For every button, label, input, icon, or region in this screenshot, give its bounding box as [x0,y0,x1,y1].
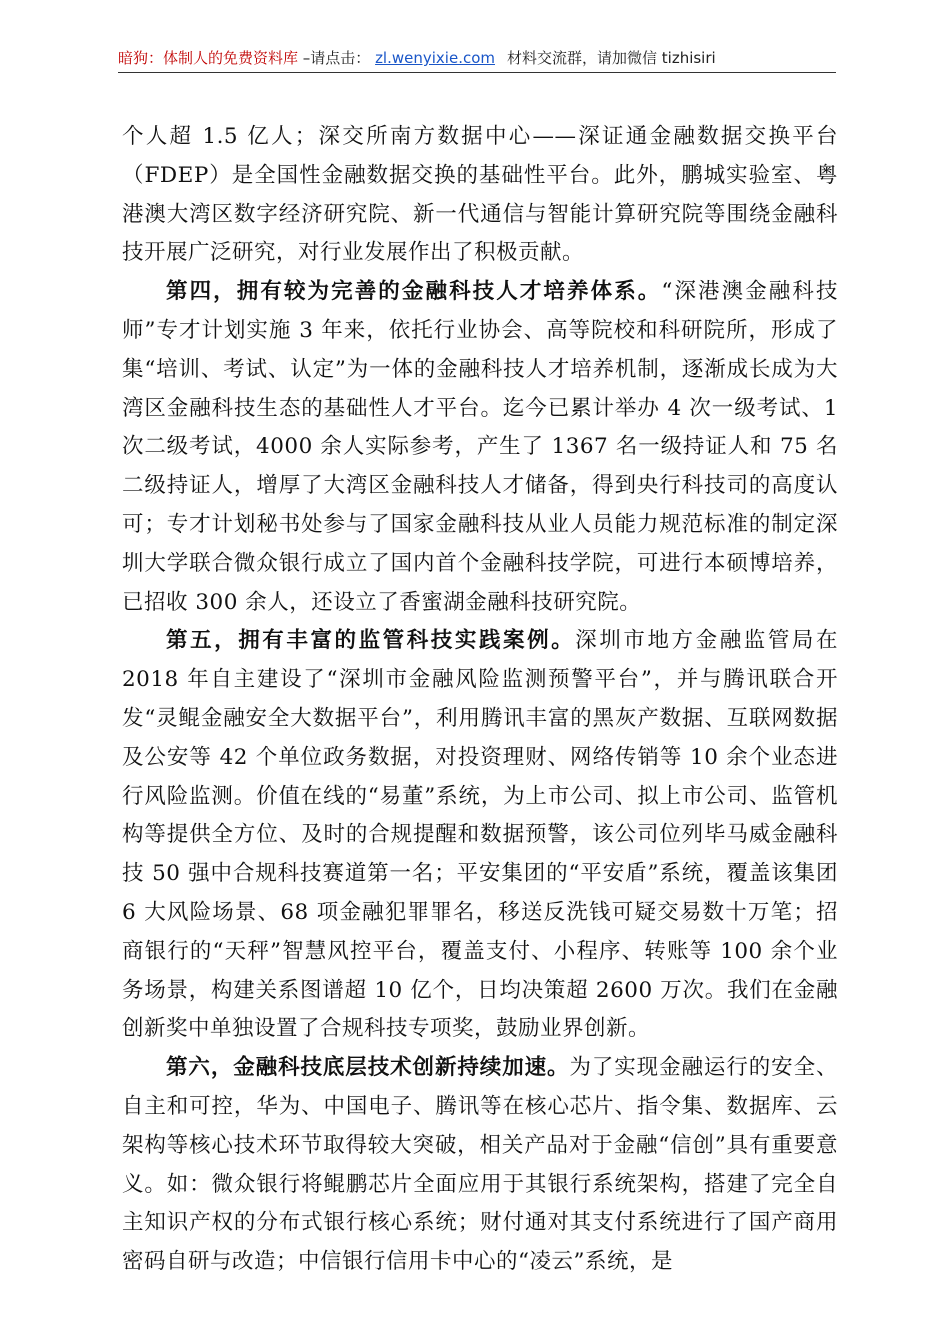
paragraph-text: “深港澳金融科技师”专才计划实施 3 年来，依托行业协会、高等院校和科研院所，形成了集“培训、考试、认定”为一体的金融科技人才培养机制，逐渐成长成为大湾区金融科技生态的基础性人才平台。迄今已累计举办 4 次一级考试、1 次二级考试，4000 余人实际参考，产生了 1367 名一级持证人和 75 名二级持证人，增厚了大湾区金融科技人才储备，得到央行科技司的高度认可；专才计划秘书处参与了国家金融科技从业人员能力规范标准的制定深圳大学联合微众银行成立了国内首个金融科技学院，可进行本硕博培养，已招收 300 余人，还设立了香蜜湖金融科技研究院。 [122,279,838,615]
paragraph-lead: 第四，拥有较为完善的金融科技人才培养体系。 [166,279,662,305]
document-body [122,118,838,1282]
paragraph-regtech [122,622,838,1049]
paragraph-talent [122,273,838,622]
paragraph-text: 为了实现金融运行的安全、自主和可控，华为、中国电子、腾讯等在核心芯片、指令集、数据库、云架构等核心技术环节取得较大突破，相关产品对于金融“信创”具有重要意义。如：微众银行将鲲鹏芯片全面应用于其银行系统架构，搭建了完全自主知识产权的分布式银行核心系统；财付通对其支付系统进行了国产商用密码自研与改造；中信银行信用卡中心的“凌云”系统，是 [122,1055,838,1275]
paragraph-core-tech [122,1049,838,1282]
header-link[interactable]: zl.wenyixie.com [375,49,495,67]
header-contact: 材料交流群，请加微信 tizhisiri [507,49,716,67]
paragraph-text: 深圳市地方金融监管局在 2018 年自主建设了“深圳市金融风险监测预警平台”，并与腾讯联合开发“灵鲲金融安全大数据平台”，利用腾讯丰富的黑灰产数据、互联网数据及公安等 42 个单位政务数据，对投资理财、网络传销等 10 余个业态进行风险监测。价值在线的“易董”系统，为上市公司、拟上市公司、监管机构等提供全方位、及时的合规提醒和数据预警，该公司位列毕马威金融科技 50 强中合规科技赛道第一名；平安集团的“平安盾”系统，覆盖该集团 6 大风险场景、68 项金融犯罪罪名，移送反洗钱可疑交易数十万笔；招商银行的“天秤”智慧风控平台，覆盖支付、小程序、转账等 100 余个业务场景，构建关系图谱超 10 亿个，日均决策超 2600 万次。我们在金融创新奖中单独设置了合规科技专项奖，鼓励业界创新。 [122,628,838,1042]
header-prompt: –请点击： [298,49,376,67]
paragraph-continuation [122,118,838,273]
header-divider [118,72,836,73]
paragraph-lead: 第五，拥有丰富的监管科技实践案例。 [166,628,576,654]
page-header [118,48,836,72]
paragraph-lead: 第六，金融科技底层技术创新持续加速。 [166,1055,570,1081]
header-brand: 暗狗：体制人的免费资料库 [118,49,299,67]
paragraph-text: 个人超 1.5 亿人；深交所南方数据中心——深证通金融数据交换平台（FDEP）是全国性金融数据交换的基础性平台。此外，鹏城实验室、粤港澳大湾区数字经济研究院、新一代通信与智能计算研究院等围绕金融科技开展广泛研究，对行业发展作出了积极贡献。 [122,124,838,266]
